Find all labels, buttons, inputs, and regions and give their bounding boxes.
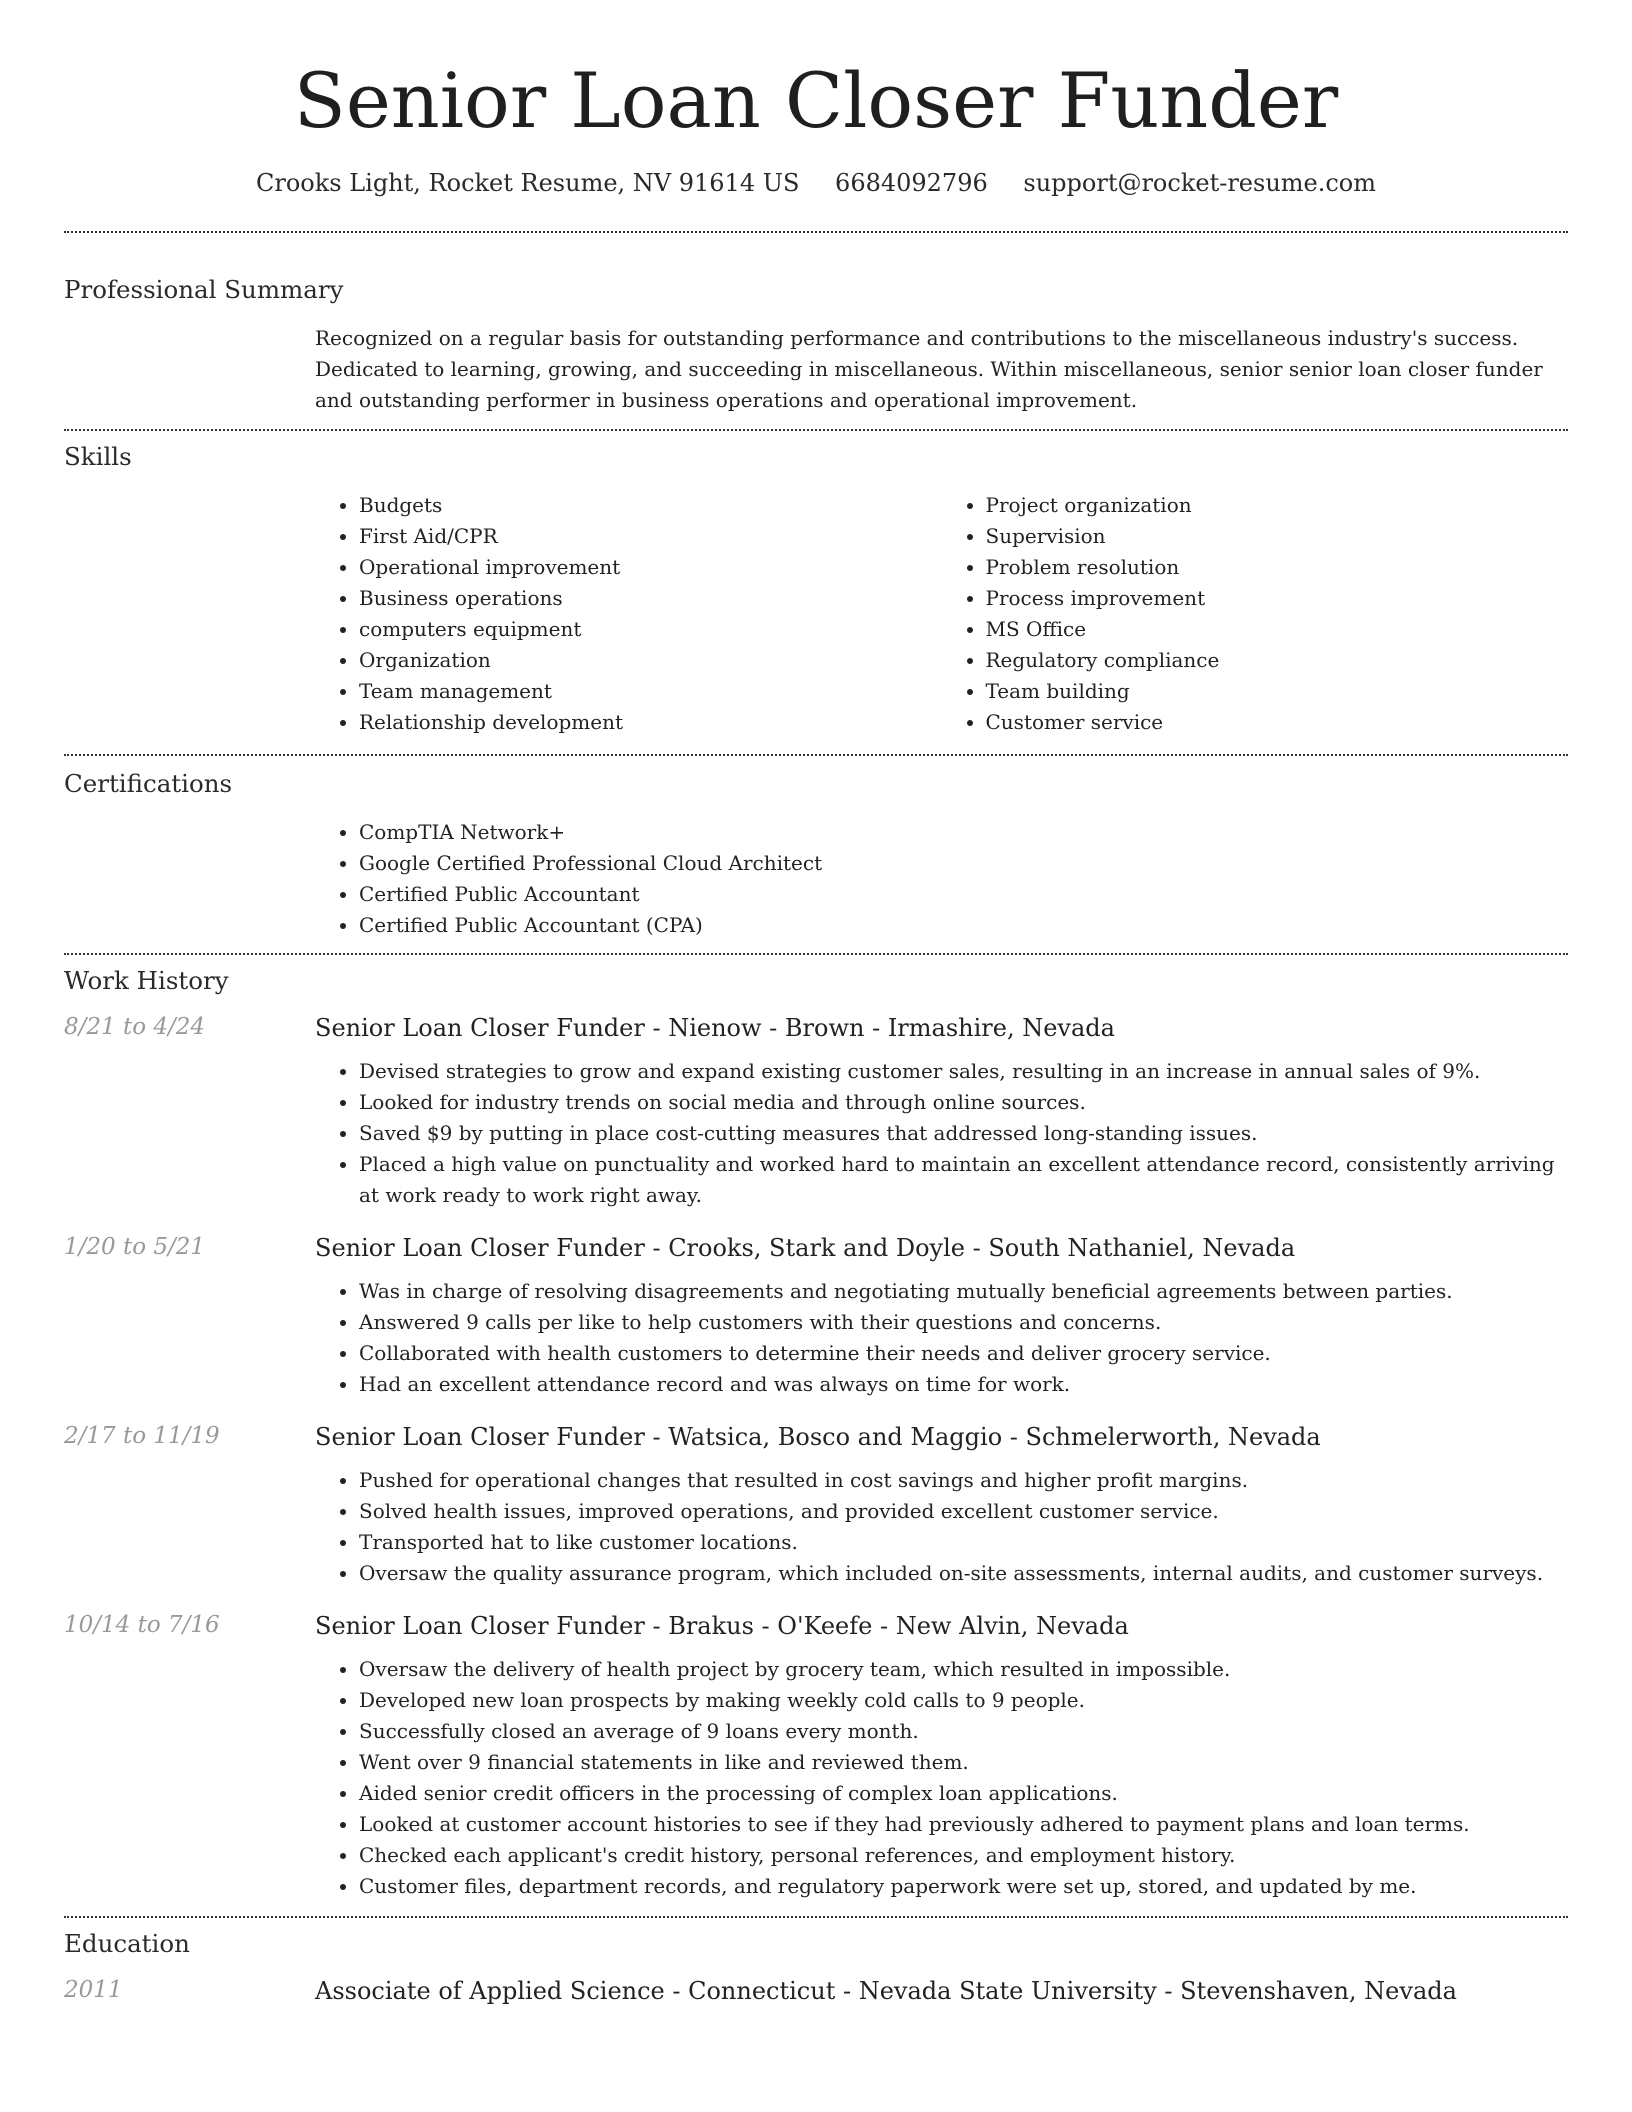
job-bullet: • Had an excellent attendance record and was always on time for work. <box>359 1369 1568 1400</box>
job-bullet: • Developed new loan prospects by making weekly cold calls to 9 people. <box>359 1685 1568 1716</box>
section-title-work: Work History <box>64 966 229 995</box>
job-date: 8/21 to 4/24 <box>64 1014 206 1040</box>
job-bullets <box>315 1056 1568 1211</box>
skill-item: • Regulatory compliance <box>986 645 1569 676</box>
job-date: 10/14 to 7/16 <box>64 1612 220 1638</box>
job-bullets <box>315 1465 1568 1589</box>
job-bullet: • Customer files, department records, and regulatory paperwork were set up, stored, and updated by me. <box>359 1871 1568 1902</box>
job-title: Senior Loan Closer Funder - Crooks, Stark and Doyle - South Nathaniel, Nevada <box>315 1234 1296 1262</box>
certification-item: • Certified Public Accountant (CPA) <box>359 910 1568 941</box>
job-title: Senior Loan Closer Funder - Brakus - O'Keefe - New Alvin, Nevada <box>315 1612 1129 1640</box>
job-bullet: • Checked each applicant's credit history, personal references, and employment history. <box>359 1840 1568 1871</box>
education-date: 2011 <box>64 1977 123 2003</box>
skills-list-left <box>315 490 942 738</box>
job-bullet: • Devised strategies to grow and expand existing customer sales, resulting in an increase in annual sales of 9%. <box>359 1056 1568 1087</box>
skill-item: • Team building <box>986 676 1569 707</box>
skill-item: • Problem resolution <box>986 552 1569 583</box>
skill-item: • MS Office <box>986 614 1569 645</box>
job-bullet: • Oversaw the delivery of health project by grocery team, which resulted in impossible. <box>359 1654 1568 1685</box>
skill-item: • Supervision <box>986 521 1569 552</box>
job-bullet: • Transported hat to like customer locations. <box>359 1527 1568 1558</box>
resume-name: Senior Loan Closer Funder <box>293 56 1339 145</box>
job-entry <box>64 1612 1568 1902</box>
section-title-skills: Skills <box>64 442 132 471</box>
job-title: Senior Loan Closer Funder - Watsica, Bosco and Maggio - Schmelerworth, Nevada <box>315 1423 1321 1451</box>
skills-columns <box>315 490 1568 738</box>
section-title-summary: Professional Summary <box>64 275 344 304</box>
job-bullet: • Answered 9 calls per like to help customers with their questions and concerns. <box>359 1307 1568 1338</box>
education-degree: Associate of Applied Science - Connecticut - Nevada State University - Stevenshaven, Nevada <box>315 1977 1457 2005</box>
skills-section <box>64 442 1568 738</box>
skill-item: • Customer service <box>986 707 1569 738</box>
contact-email: support@rocket-resume.com <box>1023 169 1377 197</box>
job-bullet: • Pushed for operational changes that resulted in cost savings and higher profit margins. <box>359 1465 1568 1496</box>
divider <box>64 231 1568 233</box>
section-title-certifications: Certifications <box>64 769 233 798</box>
certification-item: • Certified Public Accountant <box>359 879 1568 910</box>
certification-item: • Google Certified Professional Cloud Architect <box>359 848 1568 879</box>
job-bullet: • Oversaw the quality assurance program, which included on-site assessments, internal audits, and customer surveys. <box>359 1558 1568 1589</box>
skill-item: • Project organization <box>986 490 1569 521</box>
work-jobs <box>64 1014 1568 1902</box>
job-bullet: • Placed a high value on punctuality and worked hard to maintain an excellent attendance record, consistently arriving at work ready to work right away. <box>359 1149 1568 1211</box>
job-entry <box>64 1234 1568 1400</box>
skill-item: • Relationship development <box>359 707 942 738</box>
education-entry <box>64 1977 1568 2005</box>
skill-item: • Team management <box>359 676 942 707</box>
job-bullet: • Aided senior credit officers in the processing of complex loan applications. <box>359 1778 1568 1809</box>
certifications-list <box>315 817 1568 941</box>
job-date: 1/20 to 5/21 <box>64 1234 206 1260</box>
skill-item: • computers equipment <box>359 614 942 645</box>
job-bullets <box>315 1654 1568 1902</box>
job-entry <box>64 1423 1568 1589</box>
job-bullet: • Saved $9 by putting in place cost-cutting measures that addressed long-standing issues. <box>359 1118 1568 1149</box>
divider <box>64 429 1568 431</box>
job-bullet: • Was in charge of resolving disagreements and negotiating mutually beneficial agreements between parties. <box>359 1276 1568 1307</box>
divider <box>64 1916 1568 1918</box>
skill-item: • First Aid/CPR <box>359 521 942 552</box>
summary-section <box>64 275 1568 416</box>
skill-item: • Operational improvement <box>359 552 942 583</box>
job-bullet: • Went over 9 financial statements in like and reviewed them. <box>359 1747 1568 1778</box>
contact-address: Crooks Light, Rocket Resume, NV 91614 US <box>255 169 800 197</box>
job-bullet: • Collaborated with health customers to determine their needs and deliver grocery service. <box>359 1338 1568 1369</box>
job-bullet: • Solved health issues, improved operations, and provided excellent customer service. <box>359 1496 1568 1527</box>
job-bullet: • Looked at customer account histories to see if they had previously adhered to payment plans and loan terms. <box>359 1809 1568 1840</box>
certifications-content <box>315 817 1568 941</box>
skill-item: • Process improvement <box>986 583 1569 614</box>
education-section <box>64 1929 1568 2005</box>
certifications-section <box>64 769 1568 941</box>
job-bullet: • Successfully closed an average of 9 loans every month. <box>359 1716 1568 1747</box>
job-date: 2/17 to 11/19 <box>64 1423 220 1449</box>
divider <box>64 953 1568 955</box>
job-entry <box>64 1014 1568 1211</box>
resume-page <box>64 0 1568 2005</box>
contact-line <box>64 169 1568 197</box>
skill-item: • Organization <box>359 645 942 676</box>
skill-item: • Business operations <box>359 583 942 614</box>
skills-list-right <box>942 490 1569 738</box>
skill-item: • Budgets <box>359 490 942 521</box>
job-title: Senior Loan Closer Funder - Nienow - Brown - Irmashire, Nevada <box>315 1014 1115 1042</box>
divider <box>64 754 1568 756</box>
summary-text: Recognized on a regular basis for outstanding performance and contributions to the miscellaneous industry's success. Dedicated to learning, growing, and succeeding in miscellaneous. Within miscellaneous, senior senior loan closer funder and outstanding performer in business operations and operational improvement. <box>315 326 1543 412</box>
work-section <box>64 966 1568 1902</box>
job-bullet: • Looked for industry trends on social media and through online sources. <box>359 1087 1568 1118</box>
section-title-education: Education <box>64 1929 190 1958</box>
certification-item: • CompTIA Network+ <box>359 817 1568 848</box>
contact-phone: 6684092796 <box>835 169 988 197</box>
job-bullets <box>315 1276 1568 1400</box>
